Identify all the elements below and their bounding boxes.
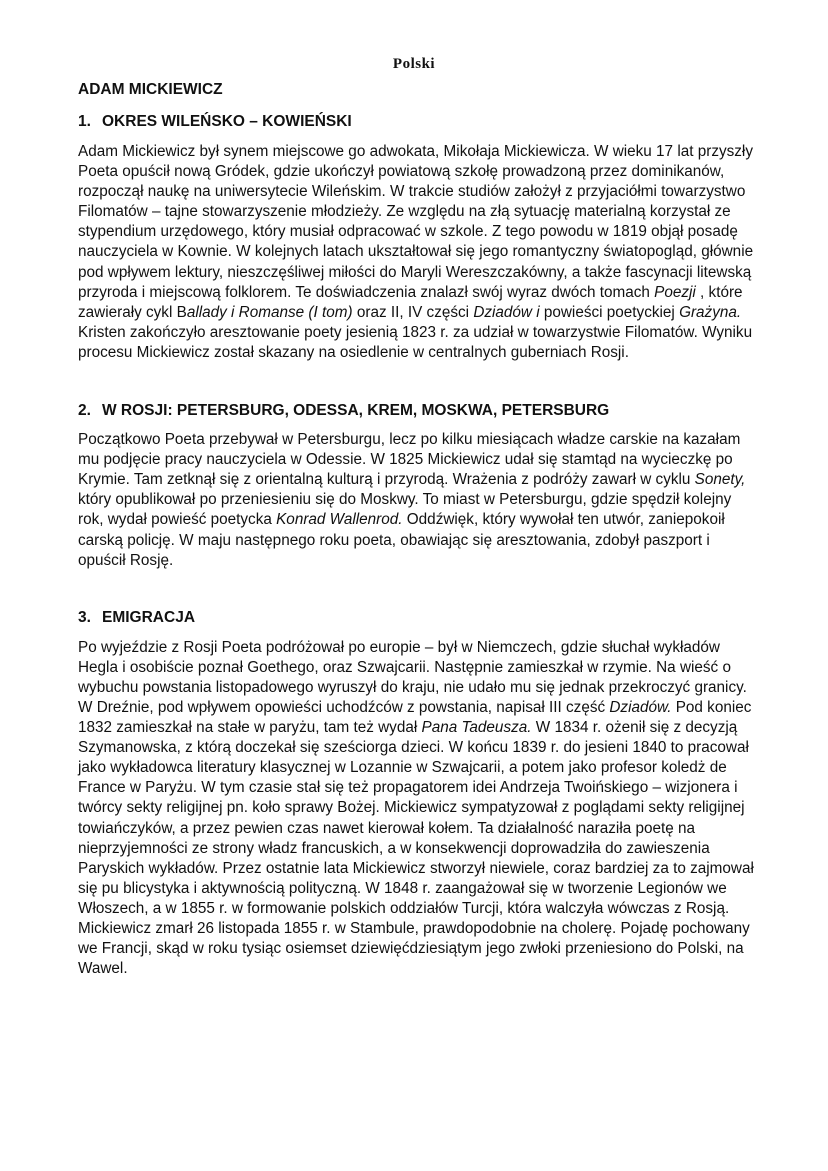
text-segment: powieści poetyckiej <box>539 303 680 321</box>
document-body <box>78 80 758 979</box>
italic-segment: allady i Romanse (I tom) <box>186 303 353 321</box>
text-segment: W 1834 r. ożenił się z decyzją Szymanowska, z którą doczekał się sześciorga dzieci. W końcu 1839 r. do jesieni 1840 to pracował jako wykładowca literatury klasycznej w Lozannie w Szwajcarii, a potem jako profesor koledż de France w Paryżu. W tym czasie stał się też propagatorem idei Andrzeja Twoińskiego – wizjonera i twórcy sekty religijnej pn. koło sprawy Bożej. Mickiewicz sympatyzował z poglądami sekty religijnej towiańczyków, a przez pewien czas nawet kierował kołem. Ta działalność naraziła poetę na nieprzyjemności ze strony władz francuskich, a w konsekwencji doprowadziła do zawieszenia Paryskich wykładów. Przez ostatnie lata Mickiewicz stworzył niewiele, coraz bardziej za to zajmował się pu blicystyka i aktywnością polityczną. W 1848 r. zaangażował się w tworzenie Legionów we Włoszech, a w 1855 r. w formowanie polskich oddziałów Turcji, która walczyła wówczas z Rosją. Mickiewicz zmarł 26 listopada 1855 r. w Stambule, prawdopodobnie na cholerę. Pojadę pochowany we Francji, skąd w roku tysiąc osiemset dziewięćdziesiątym jego zwłoki przeniesiono do Polski, na Wawel. <box>78 719 754 978</box>
italic-segment: Pana Tadeusza. <box>421 719 532 737</box>
text-segment: oraz II, IV części <box>352 303 474 321</box>
page-header: Polski <box>392 56 436 72</box>
text-segment: Pod koniec 1832 zamieszkał na stałe w paryżu, tam też wydał <box>78 698 752 737</box>
text-segment: Adam Mickiewicz był synem miejscowe go adwokata, Mikołaja Mickiewicza. W wieku 17 lat przyszły Poeta opuścił nową Gródek, gdzie ukończył powiatową szkołę prowadzoną przez dominikanów, rozpoczął naukę na uniwersytecie Wileńskim. W trakcie studiów założył z przyjaciółmi towarzystwo Filomatów – tajne stowarzyszenie młodzieży. Ze względu na złą sytuację materialną korzystał ze stypendium urzędowego, który musiał odpracować w szkole. Z tego powodu w 1819 objął posadę nauczyciela w Kownie. W kolejnych latach ukształtował się jego romantyczny światopogląd, głównie pod wpływem lektury, nieszczęśliwej miłości do Maryli Wereszczakówny, a także fascynacji litewską przyroda i miejscową folklorem. Te doświadczenia znalazł swój wyraz dwóch tomach <box>78 143 754 301</box>
text-segment: Początkowo Poeta przebywał w Petersburgu, lecz po kilku miesiącach władze carskie na kazałam mu podjęcie pracy nauczyciela w Odessie. W 1825 Mickiewicz udał się stamtąd na wycieczkę po Krymie. Tam zetknął się z orientalną kulturą i przyrodą. Wrażenia z podróży zawarł w cyklu <box>78 431 741 489</box>
text-segment: Kristen zakończyło aresztowanie poety jesienią 1823 r. za udział w towarzystwie Filomatów. Wyniku procesu Mickiewicz został skazany na osiedlenie w centralnych guberniach Rosji. <box>78 323 753 361</box>
italic-segment: Poezji <box>654 283 696 301</box>
document-title: ADAM MICKIEWICZ <box>78 81 223 98</box>
section-paragraph-1 <box>78 142 758 363</box>
section-number: 1. <box>78 113 91 130</box>
text-segment: Po wyjeździe z Rosji Poeta podróżował po europie – był w Niemczech, gdzie słuchał wykładów Hegla i osobiście poznał Goethego, oraz Szwajcarii. Następnie zamieszkał w rzymie. Na wieść o wybuchu powstania listopadowego wyruszył do kraju, nie udało mu się jednak przekroczyć granicy. W Dreźnie, pod wpływem opowieści uchodźców z powstania, napisał III część <box>78 638 747 716</box>
text-segment: który opublikował po przeniesieniu się do Moskwy. To miast w Petersburgu, gdzie spędził kolejny rok, wydał powieść poetycka <box>78 491 732 529</box>
section-heading-3 <box>78 608 758 628</box>
section-number: 3. <box>78 608 91 626</box>
italic-segment: Dziadów i <box>473 303 540 321</box>
italic-segment: Dziadów. <box>609 698 672 716</box>
section-paragraph-3 <box>78 638 758 980</box>
section-title: EMIGRACJA <box>102 608 196 626</box>
italic-segment: Konrad Wallenrod. <box>276 511 403 529</box>
section-heading-2 <box>78 401 758 421</box>
section-paragraph-2 <box>78 430 758 571</box>
section-number: 2. <box>78 402 91 420</box>
italic-segment: Sonety, <box>694 471 746 489</box>
text-segment: Oddźwięk, który wywołał ten utwór, zaniepokoił carską policję. W maju następnego roku poeta, obawiając się aresztowania, zdobył paszport i opuścił Rosję. <box>78 511 725 569</box>
section-title: W ROSJI: PETERSBURG, ODESSA, KREM, MOSKWA, PETERSBURG <box>102 402 610 420</box>
text-segment: , które zawierały cykl B <box>78 283 743 321</box>
italic-segment: Grażyna. <box>679 303 742 321</box>
section-heading-1 <box>78 112 758 132</box>
section-title: OKRES WILEŃSKO – KOWIEŃSKI <box>102 113 352 130</box>
